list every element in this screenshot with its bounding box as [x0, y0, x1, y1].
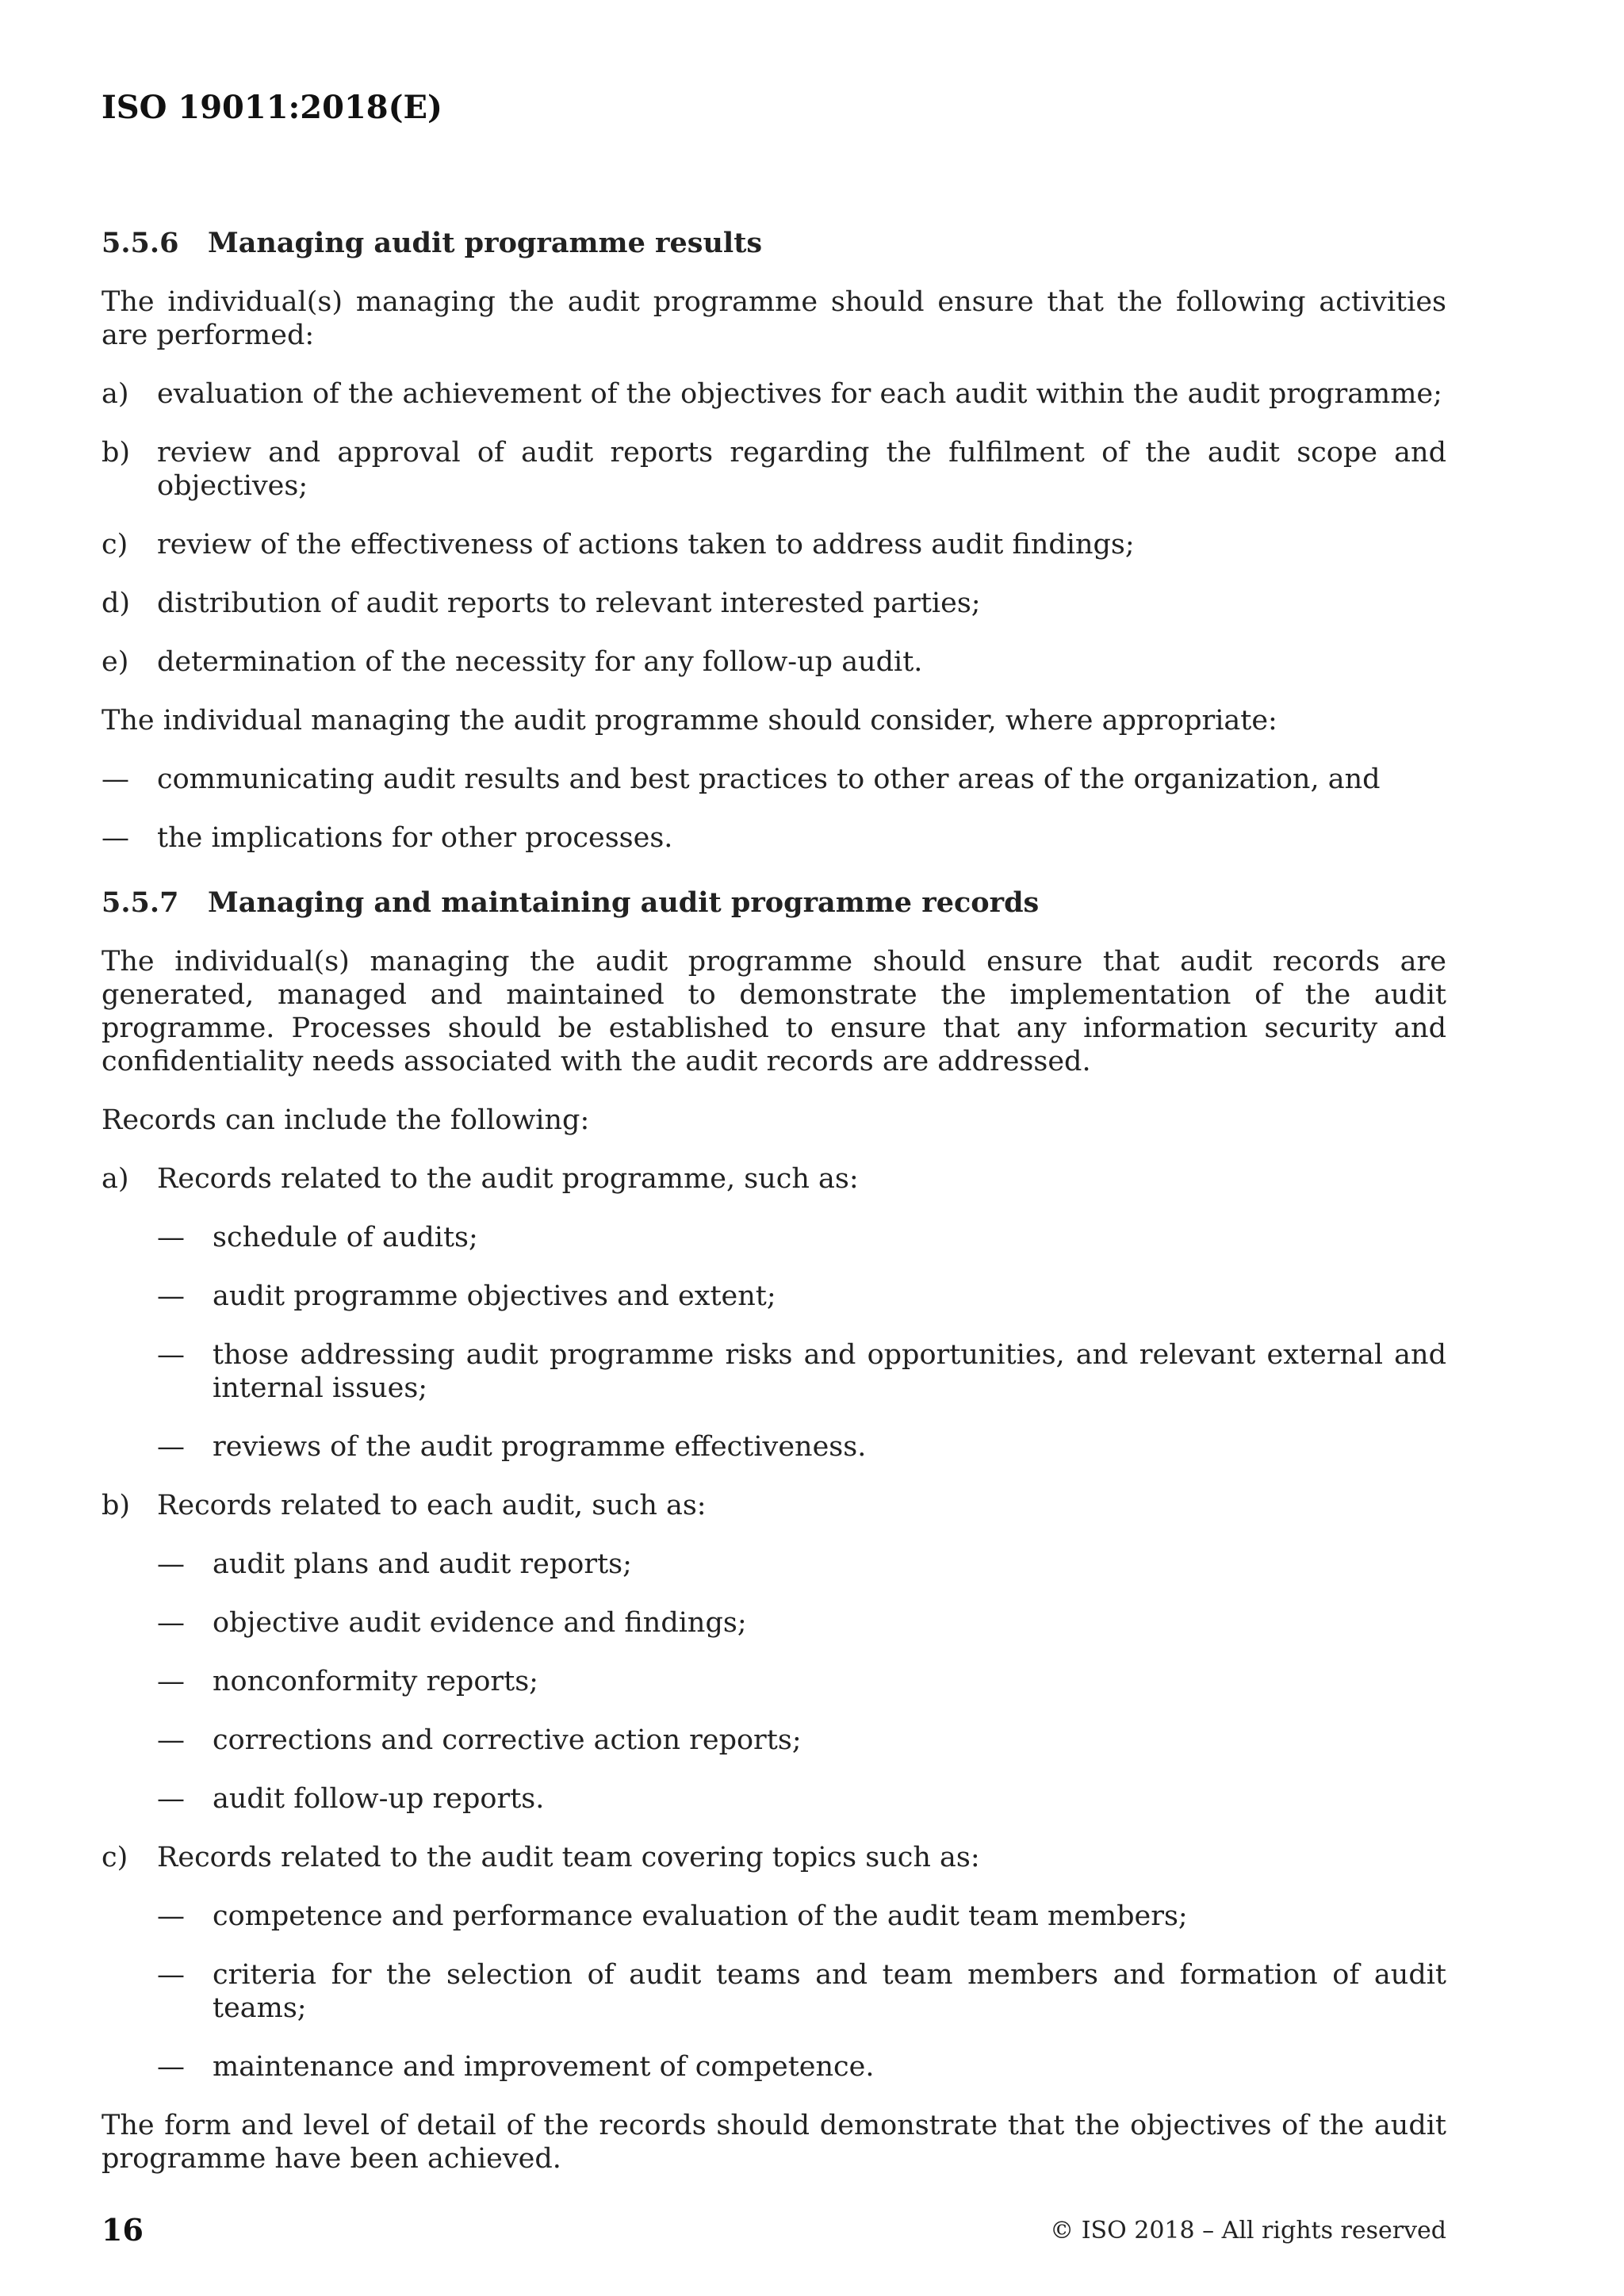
consider-intro: The individual managing the audit programme should consider, where appropriate:	[102, 705, 1277, 737]
sub-item-text: corrections and corrective action reports;	[213, 1724, 802, 1756]
section-title: Managing audit programme results	[208, 227, 763, 259]
section-number: 5.5.7	[102, 886, 179, 919]
sub-item-text: reviews of the audit programme effectiveness.	[213, 1431, 867, 1463]
section-number: 5.5.6	[102, 227, 179, 259]
dash-marker: —	[157, 1548, 185, 1580]
sub-list-item	[157, 1665, 1446, 1698]
dash-marker: —	[157, 1900, 185, 1932]
list-item-text: communicating audit results and best practices to other areas of the organization, and	[157, 763, 1381, 795]
sub-list-item	[157, 1548, 1446, 1581]
group-text: Records related to each audit, such as:	[157, 1490, 707, 1521]
section-intro: The individual(s) managing the audit programme should ensure that the following activities are performed:	[102, 286, 1446, 351]
section-heading-5-5-7	[102, 886, 1446, 920]
list-marker: a)	[102, 1163, 129, 1195]
group-text: Records related to the audit programme, such as:	[157, 1163, 859, 1195]
list-item	[102, 377, 1446, 411]
sub-item-text: audit plans and audit reports;	[213, 1548, 632, 1580]
dash-marker: —	[157, 1607, 185, 1639]
dash-marker: —	[157, 2051, 185, 2083]
sub-list	[157, 1548, 1446, 1816]
group-body	[157, 1841, 1446, 2084]
sub-item-text: maintenance and improvement of competence.	[213, 2051, 875, 2083]
records-group-a	[102, 1162, 1446, 1464]
list-marker: e)	[102, 646, 129, 678]
section-heading-5-5-6	[102, 227, 1446, 260]
list-marker: a)	[102, 378, 129, 410]
group-body	[157, 1489, 1446, 1816]
sub-item-text: audit programme objectives and extent;	[213, 1280, 776, 1312]
page-number: 16	[102, 2212, 144, 2248]
dash-marker: —	[157, 1783, 185, 1815]
dash-marker: —	[102, 763, 129, 795]
list-item-text: determination of the necessity for any follow-up audit.	[157, 646, 923, 678]
records-intro: Records can include the following:	[102, 1104, 590, 1136]
sub-item-text: audit follow-up reports.	[213, 1783, 545, 1815]
list-item	[102, 821, 1446, 855]
section-title: Managing and maintaining audit programme records	[208, 886, 1040, 919]
sub-list	[157, 1221, 1446, 1464]
activities-list	[102, 377, 1446, 679]
page-content	[102, 227, 1446, 2201]
sub-list-item	[157, 1782, 1446, 1816]
sub-item-text: schedule of audits;	[213, 1222, 478, 1253]
list-marker: b)	[102, 1490, 131, 1521]
list-item	[102, 436, 1446, 503]
list-item	[102, 645, 1446, 679]
group-body	[157, 1162, 1446, 1464]
list-item-text: the implications for other processes.	[157, 822, 673, 854]
list-item-text: review and approval of audit reports regarding the fulfilment of the audit scope and objectives;	[157, 437, 1446, 502]
dash-marker: —	[157, 1959, 185, 1991]
sub-list-item	[157, 1900, 1446, 1933]
copyright-notice: © ISO 2018 – All rights reserved	[1050, 2217, 1446, 2244]
sub-item-text: nonconformity reports;	[213, 1666, 538, 1697]
dash-marker: —	[157, 1339, 185, 1371]
list-marker: d)	[102, 587, 131, 619]
dash-marker: —	[102, 822, 129, 854]
sub-list-item	[157, 1338, 1446, 1405]
group-text: Records related to the audit team covering topics such as:	[157, 1842, 980, 1873]
sub-item-text: competence and performance evaluation of the audit team members;	[213, 1900, 1188, 1932]
sub-item-text: objective audit evidence and findings;	[213, 1607, 747, 1639]
document-id: ISO 19011:2018(E)	[102, 89, 442, 126]
dash-marker: —	[157, 1222, 185, 1253]
dash-marker: —	[157, 1724, 185, 1756]
list-marker: c)	[102, 1842, 128, 1873]
list-item	[102, 763, 1446, 796]
dash-marker: —	[157, 1431, 185, 1463]
sub-list-item	[157, 1221, 1446, 1254]
sub-list-item	[157, 2050, 1446, 2084]
list-marker: b)	[102, 437, 131, 469]
sub-list-item	[157, 1606, 1446, 1640]
list-item	[102, 528, 1446, 561]
sub-list-item	[157, 1958, 1446, 2025]
list-item	[102, 587, 1446, 620]
list-item-text: distribution of audit reports to relevant interested parties;	[157, 587, 981, 619]
dash-marker: —	[157, 1666, 185, 1697]
sub-list-item	[157, 1430, 1446, 1464]
dash-marker: —	[157, 1280, 185, 1312]
records-group-b	[102, 1489, 1446, 1816]
sub-list-item	[157, 1724, 1446, 1757]
sub-list	[157, 1900, 1446, 2084]
records-list	[102, 1162, 1446, 2084]
section-intro: The individual(s) managing the audit programme should ensure that audit records are generated, managed and maintained to demonstrate the implementation of the audit programme. Processes should be established to ensure that any information security and confidentiality needs associated with the audit records are addressed.	[102, 946, 1446, 1077]
records-group-c	[102, 1841, 1446, 2084]
sub-item-text: those addressing audit programme risks and opportunities, and relevant external and internal issues;	[213, 1339, 1446, 1404]
sub-list-item	[157, 1280, 1446, 1313]
list-item-text: evaluation of the achievement of the objectives for each audit within the audit programme;	[157, 378, 1442, 410]
list-item-text: review of the effectiveness of actions taken to address audit findings;	[157, 529, 1135, 561]
sub-item-text: criteria for the selection of audit teams and team members and formation of audit teams;	[213, 1959, 1446, 2024]
closing-paragraph: The form and level of detail of the records should demonstrate that the objectives of the audit programme have been achieved.	[102, 2110, 1446, 2175]
consider-list	[102, 763, 1446, 855]
list-marker: c)	[102, 529, 128, 561]
